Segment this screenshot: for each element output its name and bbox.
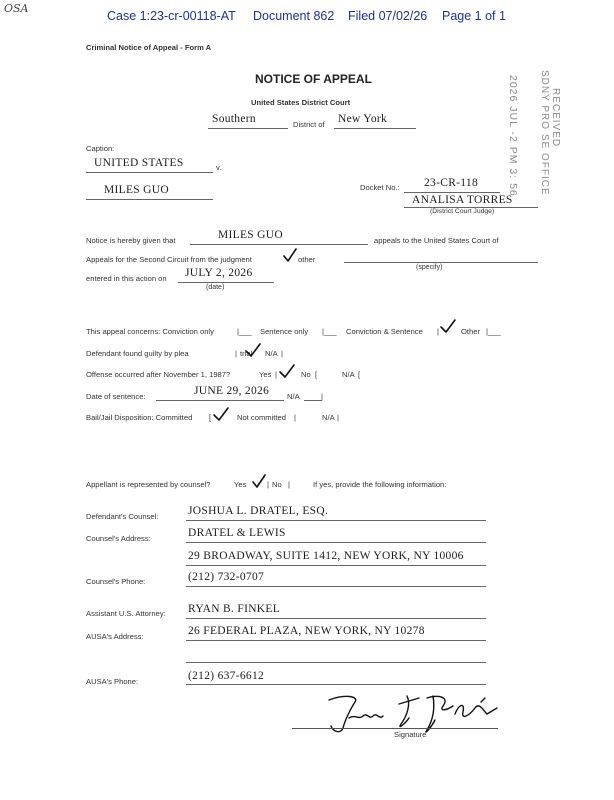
ausa-name-label: Assistant U.S. Attorney:: [86, 609, 166, 618]
district-state: New York: [338, 113, 388, 125]
filed-date: Filed 07/02/26: [348, 9, 428, 23]
counsel-address-line1: DRATEL & LEWIS: [188, 527, 286, 539]
notice-appellant: MILES GUO: [218, 229, 283, 241]
counsel-question: Appellant is represented by counsel?: [86, 480, 211, 489]
form-label: Criminal Notice of Appeal - Form A: [86, 43, 212, 52]
ausa-address-label: AUSA's Address:: [86, 632, 144, 641]
counsel-address-label: Counsel's Address:: [86, 534, 151, 543]
offense-na-label: N/A: [342, 370, 355, 379]
received-stamp-line3: 2026 JUL -2 PM 3: 56: [507, 75, 519, 197]
corner-initials: OSA: [4, 2, 29, 15]
counsel-phone-label: Counsel's Phone:: [86, 577, 146, 586]
conviction-sentence-checkmark: [439, 318, 457, 334]
judge-name: ANALISA TORRES: [412, 194, 513, 206]
ausa-name: RYAN B. FINKEL: [188, 603, 281, 615]
date-label: (date): [206, 284, 225, 291]
plea-lead: Defendant found guilty by plea: [86, 349, 189, 358]
notice-text-1: Notice is hereby given that: [86, 236, 176, 245]
sentence-date: JUNE 29, 2026: [194, 385, 270, 397]
offense-no-label: No: [301, 370, 311, 379]
sentence-date-na: N/A: [287, 392, 300, 401]
received-stamp-line1: RECEIVED: [550, 88, 561, 148]
counsel-name-label: Defendant's Counsel:: [86, 512, 159, 521]
committed-checkmark: [212, 406, 230, 422]
trial-label: trial: [240, 349, 253, 358]
bail-na-label: N/A: [322, 413, 335, 422]
offense-yes-checkmark: [278, 363, 296, 379]
counsel-no-label: No: [272, 480, 282, 489]
plea-na-label: N/A: [265, 349, 278, 358]
district-of-label: District of: [293, 120, 325, 129]
ausa-phone: (212) 637-6612: [188, 670, 265, 682]
counsel-name: JOSHUA L. DRATEL, ESQ.: [188, 505, 329, 517]
counsel-yes-label: Yes: [234, 480, 247, 489]
notice-text-2: appeals to the United States Court of: [374, 236, 499, 245]
counsel-yes-checkmark: [251, 473, 267, 489]
counsel-phone: (212) 732-0707: [188, 571, 265, 583]
not-committed-label: Not committed: [237, 413, 286, 422]
offense-yes-label: Yes: [259, 370, 272, 379]
judgment-date: JULY 2, 2026: [185, 267, 253, 279]
bail-lead: Bail/Jail Disposition: Committed: [86, 413, 193, 422]
specify-label: (specify): [416, 264, 443, 271]
counsel-info-text: If yes, provide the following information:: [313, 480, 447, 489]
case-number: Case 1:23-cr-00118-AT: [107, 9, 236, 23]
document-number: Document 862: [253, 9, 335, 23]
caption-v: v.: [216, 163, 222, 172]
concerns-lead: This appeal concerns: Conviction only: [86, 327, 214, 336]
notice-text-4: entered in this action on: [86, 274, 167, 283]
judge-label: (District Court Judge): [430, 208, 495, 215]
caption-plaintiff: UNITED STATES: [94, 157, 184, 169]
other-concern-label: Other: [461, 327, 480, 336]
signature-label: Signature: [394, 730, 427, 739]
counsel-address-line2: 29 BROADWAY, SUITE 1412, NEW YORK, NY 10006: [188, 550, 464, 562]
caption-label: Caption:: [86, 144, 115, 153]
other-label: other: [298, 255, 316, 264]
sentence-date-label: Date of sentence:: [86, 392, 146, 401]
notice-text-3: Appeals for the Second Circuit from the judgment: [86, 255, 252, 264]
trial-checkmark: [244, 342, 262, 358]
judgment-checkmark: [282, 247, 298, 263]
district-name: Southern: [212, 113, 256, 125]
ausa-phone-label: AUSA's Phone:: [86, 677, 139, 686]
docket-number: 23-CR-118: [424, 177, 479, 189]
ausa-address-line1: 26 FEDERAL PLAZA, NEW YORK, NY 10278: [188, 625, 425, 637]
offense-lead: Offense occurred after November 1, 1987?: [86, 370, 231, 379]
docket-label: Docket No.:: [360, 183, 400, 192]
caption-defendant: MILES GUO: [104, 184, 169, 196]
received-stamp-line2: SDNY PRO SE OFFICE: [539, 70, 550, 196]
conviction-sentence-label: Conviction & Sentence: [346, 327, 423, 336]
page-title: NOTICE OF APPEAL: [255, 72, 372, 86]
page-count: Page 1 of 1: [442, 9, 506, 23]
sentence-only-label: Sentence only: [260, 327, 309, 336]
court-name: United States District Court: [251, 98, 351, 107]
